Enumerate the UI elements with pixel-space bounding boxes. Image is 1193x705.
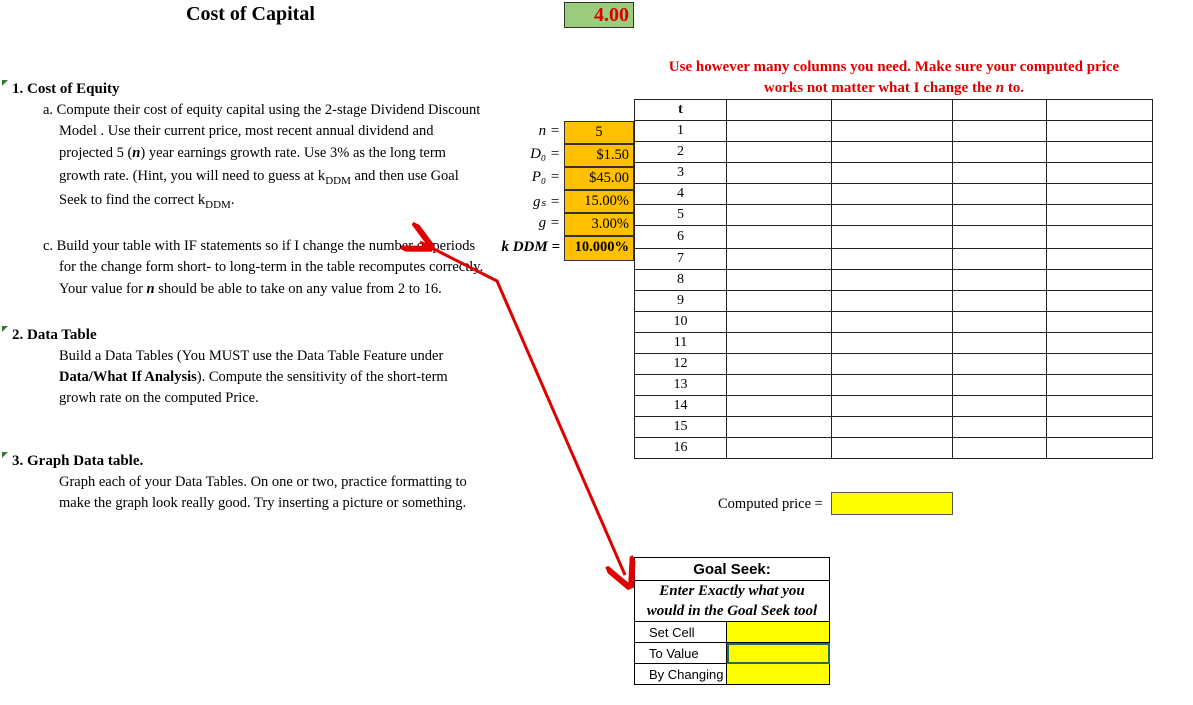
period-cell[interactable]: 15 xyxy=(635,417,727,438)
period-cell[interactable]: 5 xyxy=(635,205,727,226)
section-1c-line-2: for the change form short- to long-term in the table recomputes correctly. xyxy=(59,259,484,275)
goal-seek-title: Goal Seek: xyxy=(635,558,830,581)
section-1-heading: 1. Cost of Equity xyxy=(12,81,120,97)
section-1a-line-1: a. Compute their cost of equity capital using the 2-stage Dividend Discount xyxy=(43,102,481,118)
goal-seek-by-changing-label: By Changing xyxy=(635,664,727,685)
section-1a-line-2: Model . Use their current price, most recent annual dividend and xyxy=(59,123,434,139)
period-cell[interactable]: 6 xyxy=(635,226,727,249)
n-symbol: n xyxy=(132,145,141,161)
text-span: and then use Goal xyxy=(350,168,459,184)
section-2-line-3: growh rate on the computed Price. xyxy=(59,390,259,406)
param-label-p0: P₀ = xyxy=(531,169,560,185)
period-cell[interactable]: 12 xyxy=(635,354,727,375)
period-cell[interactable]: 8 xyxy=(635,270,727,291)
section-1c-line-1: c. Build your table with IF statements so if I change the number of periods xyxy=(43,238,476,254)
period-cell[interactable]: 7 xyxy=(635,249,727,270)
notice-text: works not matter what I change the xyxy=(763,80,996,96)
param-p0-cell[interactable]: $45.00 xyxy=(564,167,634,190)
period-cell[interactable]: 10 xyxy=(635,312,727,333)
text-span: growth rate. (Hint, you will need to guess at k xyxy=(59,168,326,184)
period-cell[interactable]: 11 xyxy=(635,333,727,354)
param-label-kddm: k DDM = xyxy=(501,239,560,255)
section-2-line-1: Build a Data Tables (You MUST use the Data Table Feature under xyxy=(59,348,444,364)
notice-text-end: to. xyxy=(1004,80,1025,96)
ddm-subscript: DDM xyxy=(325,174,351,187)
text-span: ) year earnings growth rate. Use 3% as the long term xyxy=(140,145,446,161)
param-kddm-cell[interactable]: 10.000% xyxy=(564,236,634,261)
period-cell[interactable]: 4 xyxy=(635,184,727,205)
param-d0-cell[interactable]: $1.50 xyxy=(564,144,634,167)
period-cell[interactable]: 3 xyxy=(635,163,727,184)
n-symbol: n xyxy=(146,281,155,297)
score-cell[interactable]: 4.00 xyxy=(564,2,634,28)
text-span: . xyxy=(230,192,235,208)
period-cell[interactable]: 13 xyxy=(635,375,727,396)
text-span: ). Compute the sensitivity of the short-term xyxy=(196,369,448,385)
section-2-heading: 2. Data Table xyxy=(12,327,97,343)
period-cell[interactable]: 16 xyxy=(635,438,727,459)
param-n-cell[interactable]: 5 xyxy=(564,121,634,144)
text-span: Seek to find the correct k xyxy=(59,192,206,208)
param-gs-cell[interactable]: 15.00% xyxy=(564,190,634,213)
param-label-gs: gₛ = xyxy=(533,194,560,210)
goal-seek-to-value-label: To Value xyxy=(635,643,727,664)
goal-seek-sub-2: would in the Goal Seek tool xyxy=(635,601,830,622)
param-label-d0: D₀ = xyxy=(530,146,560,162)
computed-price-label: Computed price = xyxy=(718,496,823,512)
period-cell[interactable]: 14 xyxy=(635,396,727,417)
text-span: projected 5 ( xyxy=(59,145,133,161)
section-3-heading: 3. Graph Data table. xyxy=(12,453,144,469)
text-span: should be able to take on any value from 2 to 16. xyxy=(154,281,442,297)
table-header-t[interactable]: t xyxy=(635,100,727,121)
param-label-g: g = xyxy=(538,215,560,231)
period-cell[interactable]: 9 xyxy=(635,291,727,312)
section-3-line-1: Graph each of your Data Tables. On one or two, practice formatting to xyxy=(59,474,467,490)
param-label-n: n = xyxy=(538,123,560,139)
ddm-subscript: DDM xyxy=(205,198,231,211)
notice-line-1: Use however many columns you need. Make sure your computed price xyxy=(668,59,1120,75)
goal-seek-sub-1: Enter Exactly what you xyxy=(635,581,830,602)
goal-seek-set-cell-label: Set Cell xyxy=(635,622,727,643)
section-3-line-2: make the graph look really good. Try inserting a picture or something. xyxy=(59,495,467,511)
text-span: Your value for xyxy=(59,281,147,297)
period-cell[interactable]: 1 xyxy=(635,121,727,142)
notice-n: n xyxy=(995,80,1005,96)
period-cell[interactable]: 2 xyxy=(635,142,727,163)
param-g-cell[interactable]: 3.00% xyxy=(564,213,634,236)
bold-text: Data/What If Analysis xyxy=(59,369,197,385)
sheet-title: Cost of Capital xyxy=(186,3,315,25)
